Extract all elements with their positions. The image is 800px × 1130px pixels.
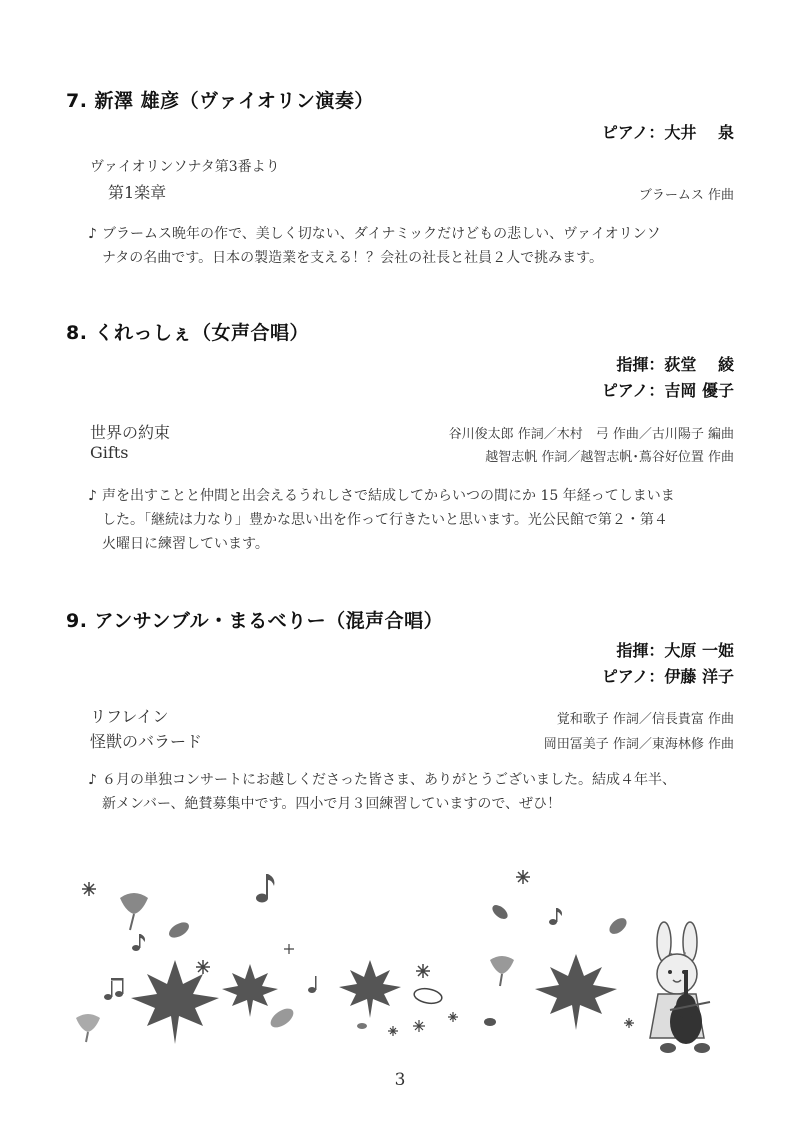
music-note-icon <box>256 874 274 903</box>
rabbit-cellist-illustration <box>650 922 710 1053</box>
section-7-song-credit: ブラームス 作曲 <box>638 188 734 203</box>
section-8-song-1-title: 世界の約束 <box>90 423 171 442</box>
maple-leaf-icon <box>131 960 219 1044</box>
note-marker: ♪ <box>88 226 97 242</box>
flower-icon <box>388 1026 398 1036</box>
maple-leaf-icon <box>222 964 278 1017</box>
ginkgo-leaf-icon <box>490 956 514 986</box>
flower-icon <box>82 882 96 896</box>
music-note-icon <box>104 978 124 1000</box>
note-line: 新メンバー、絶賛募集中です。四小で月３回練習していますので、ぜひ！ <box>102 796 562 812</box>
maple-leaf-icon <box>339 960 401 1018</box>
note-line: ブラームス晩年の作で、美しく切ない、ダイナミックだけどもの悲しい、ヴァイオリンソ <box>102 226 661 242</box>
leaf-icon <box>484 1018 496 1026</box>
section-9-song-2-credit: 岡田冨美子 作詞／東海林修 作曲 <box>543 737 734 752</box>
leaf-icon <box>490 902 510 921</box>
section-8-song-2-credit: 越智志帆 作詞／越智志帆･蔦谷好位置 作曲 <box>485 450 734 465</box>
flower-icon <box>624 1018 634 1028</box>
note-line: 声を出すことと仲間と出会えるうれしさで結成してからいつの間にか 15 年経ってしまいま <box>102 488 675 504</box>
leaf-icon <box>357 1023 367 1029</box>
section-9-song-1-title: リフレイン <box>90 707 169 726</box>
section-7-song-title: 第1楽章 <box>108 183 167 202</box>
ginkgo-leaf-icon <box>120 893 148 930</box>
note-marker: ♪ <box>88 488 97 504</box>
section-9-song-2-title: 怪獣のバラード <box>90 732 203 751</box>
section-9-conductor: 指揮：大原 一姫 <box>616 641 734 660</box>
flower-icon <box>416 964 430 978</box>
leaf-icon <box>413 987 443 1006</box>
section-7-work-header: ヴァイオリンソナタ第3番より <box>90 159 280 175</box>
autumn-leaves-illustration <box>0 860 800 1070</box>
section-9-heading: 9. アンサンブル・まるべりー（混声合唱） <box>66 610 444 632</box>
page-number: 3 <box>394 1070 406 1090</box>
note-line: 火曜日に練習しています。 <box>102 536 269 552</box>
flower-icon <box>448 1012 458 1022</box>
flower-icon <box>196 960 210 974</box>
section-7-note <box>88 222 738 270</box>
leaf-icon <box>606 915 629 937</box>
section-7-pianist: ピアノ：大井 泉 <box>601 123 734 142</box>
leaf-icon <box>267 1005 296 1031</box>
ginkgo-leaf-icon <box>76 1014 100 1042</box>
maple-leaf-icon <box>535 954 617 1030</box>
section-8-conductor: 指揮：荻堂 綾 <box>616 355 734 374</box>
flower-icon <box>516 870 530 884</box>
section-8-song-2-title: Gifts <box>90 443 129 462</box>
section-9-song-1-credit: 覚和歌子 作詞／信長貴富 作曲 <box>556 712 734 727</box>
note-marker: ♪ <box>88 772 97 788</box>
flower-icon <box>413 1020 425 1032</box>
flower-icon <box>284 944 294 954</box>
section-8-pianist: ピアノ：吉岡 優子 <box>601 381 734 400</box>
section-8-song-1-credit: 谷川俊太郎 作詞／木村 弓 作曲／古川陽子 編曲 <box>448 427 734 442</box>
leaf-icon <box>166 919 191 940</box>
music-note-icon <box>549 908 562 925</box>
note-line: した。「継続は力なり」豊かな思い出を作って行きたいと思います。光公民館で第２・第４ <box>102 512 668 528</box>
section-7-heading: 7. 新澤 雄彦（ヴァイオリン演奏） <box>66 90 374 112</box>
music-note-icon <box>308 976 317 993</box>
music-note-icon <box>132 934 145 951</box>
note-line: ６月の単独コンサートにお越しくださった皆さま、ありがとうございました。結成４年半、 <box>102 772 676 788</box>
section-8-heading: 8. くれっしぇ（女声合唱） <box>66 322 310 344</box>
note-line: ナタの名曲です。日本の製造業を支える！？会社の社長と社員２人で挑みます。 <box>102 250 604 266</box>
section-8-note <box>88 484 748 556</box>
section-9-note <box>88 768 748 816</box>
section-9-pianist: ピアノ：伊藤 洋子 <box>601 667 734 686</box>
